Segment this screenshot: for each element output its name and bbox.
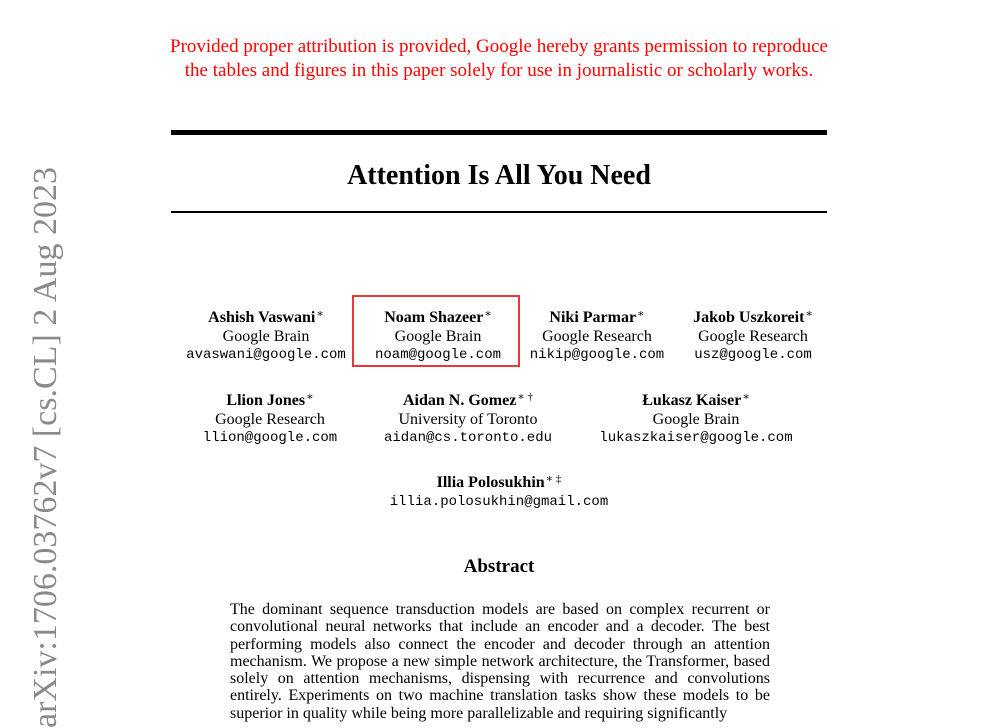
author-name: Aidan N. Gomez∗ † bbox=[402, 391, 534, 409]
author-affiliation: Google Research bbox=[215, 410, 325, 428]
author-block bbox=[680, 305, 826, 365]
author-affiliation: Google Research bbox=[542, 327, 652, 345]
author-block bbox=[190, 388, 350, 448]
author-name: Jakob Uszkoreit∗ bbox=[693, 308, 813, 326]
author-affiliation: Google Brain bbox=[222, 327, 310, 345]
author-block bbox=[586, 388, 806, 448]
author-email: aidan@cs.toronto.edu bbox=[383, 430, 553, 446]
author-block bbox=[522, 305, 672, 365]
highlight-box bbox=[352, 295, 520, 367]
paper-title: Attention Is All You Need bbox=[347, 160, 651, 191]
author-name: Łukasz Kaiser∗ bbox=[642, 391, 750, 409]
author-affiliation: Google Research bbox=[698, 327, 808, 345]
author-email: illia.polosukhin@gmail.com bbox=[389, 493, 609, 510]
author-email: nikip@google.com bbox=[529, 347, 665, 363]
author-affiliation: Google Brain bbox=[394, 327, 482, 345]
author-name: Llion Jones∗ bbox=[226, 391, 314, 409]
author-affiliation: University of Toronto bbox=[398, 410, 538, 428]
author-name: Noam Shazeer∗ bbox=[384, 308, 492, 326]
author-name: Illia Polosukhin∗ ‡ bbox=[436, 473, 562, 491]
arxiv-identifier: arXiv:1706.03762v7 [cs.CL] 2 Aug 2023 bbox=[27, 167, 64, 728]
abstract-body: The dominant sequence transduction models are based on complex recurrent or convolutional neural networks that include an encoder and a decoder. The best performing models also connect the encoder and decoder through an attention mechanism. We propose a new simple network architecture, the Transformer, based solely on attention mechanisms, dispensing with recurrence and convolutions entirely. Experiments on two machine translation tasks show these models to be superior in quality while being more parallelizable and requiring significantly bbox=[230, 601, 770, 722]
author-name: Ashish Vaswani∗ bbox=[208, 308, 324, 326]
author-block bbox=[370, 388, 566, 448]
author-email: avaswani@google.com bbox=[186, 347, 346, 363]
author-email: llion@google.com bbox=[202, 430, 338, 446]
author-name: Niki Parmar∗ bbox=[549, 308, 645, 326]
author-email: lukaszkaiser@google.com bbox=[599, 430, 793, 446]
title-rule-top bbox=[171, 130, 827, 135]
title-rule-bottom bbox=[171, 211, 827, 213]
author-block bbox=[370, 470, 628, 511]
author-affiliation: Google Brain bbox=[652, 410, 740, 428]
author-email: noam@google.com bbox=[374, 347, 502, 363]
author-email: usz@google.com bbox=[694, 347, 812, 363]
abstract-heading: Abstract bbox=[463, 556, 535, 577]
author-block bbox=[180, 305, 352, 365]
attribution-notice: Provided proper attribution is provided, Google hereby grants permission to reproduce the tables and figures in this paper solely for use in journalistic or scholarly works. bbox=[170, 36, 828, 81]
